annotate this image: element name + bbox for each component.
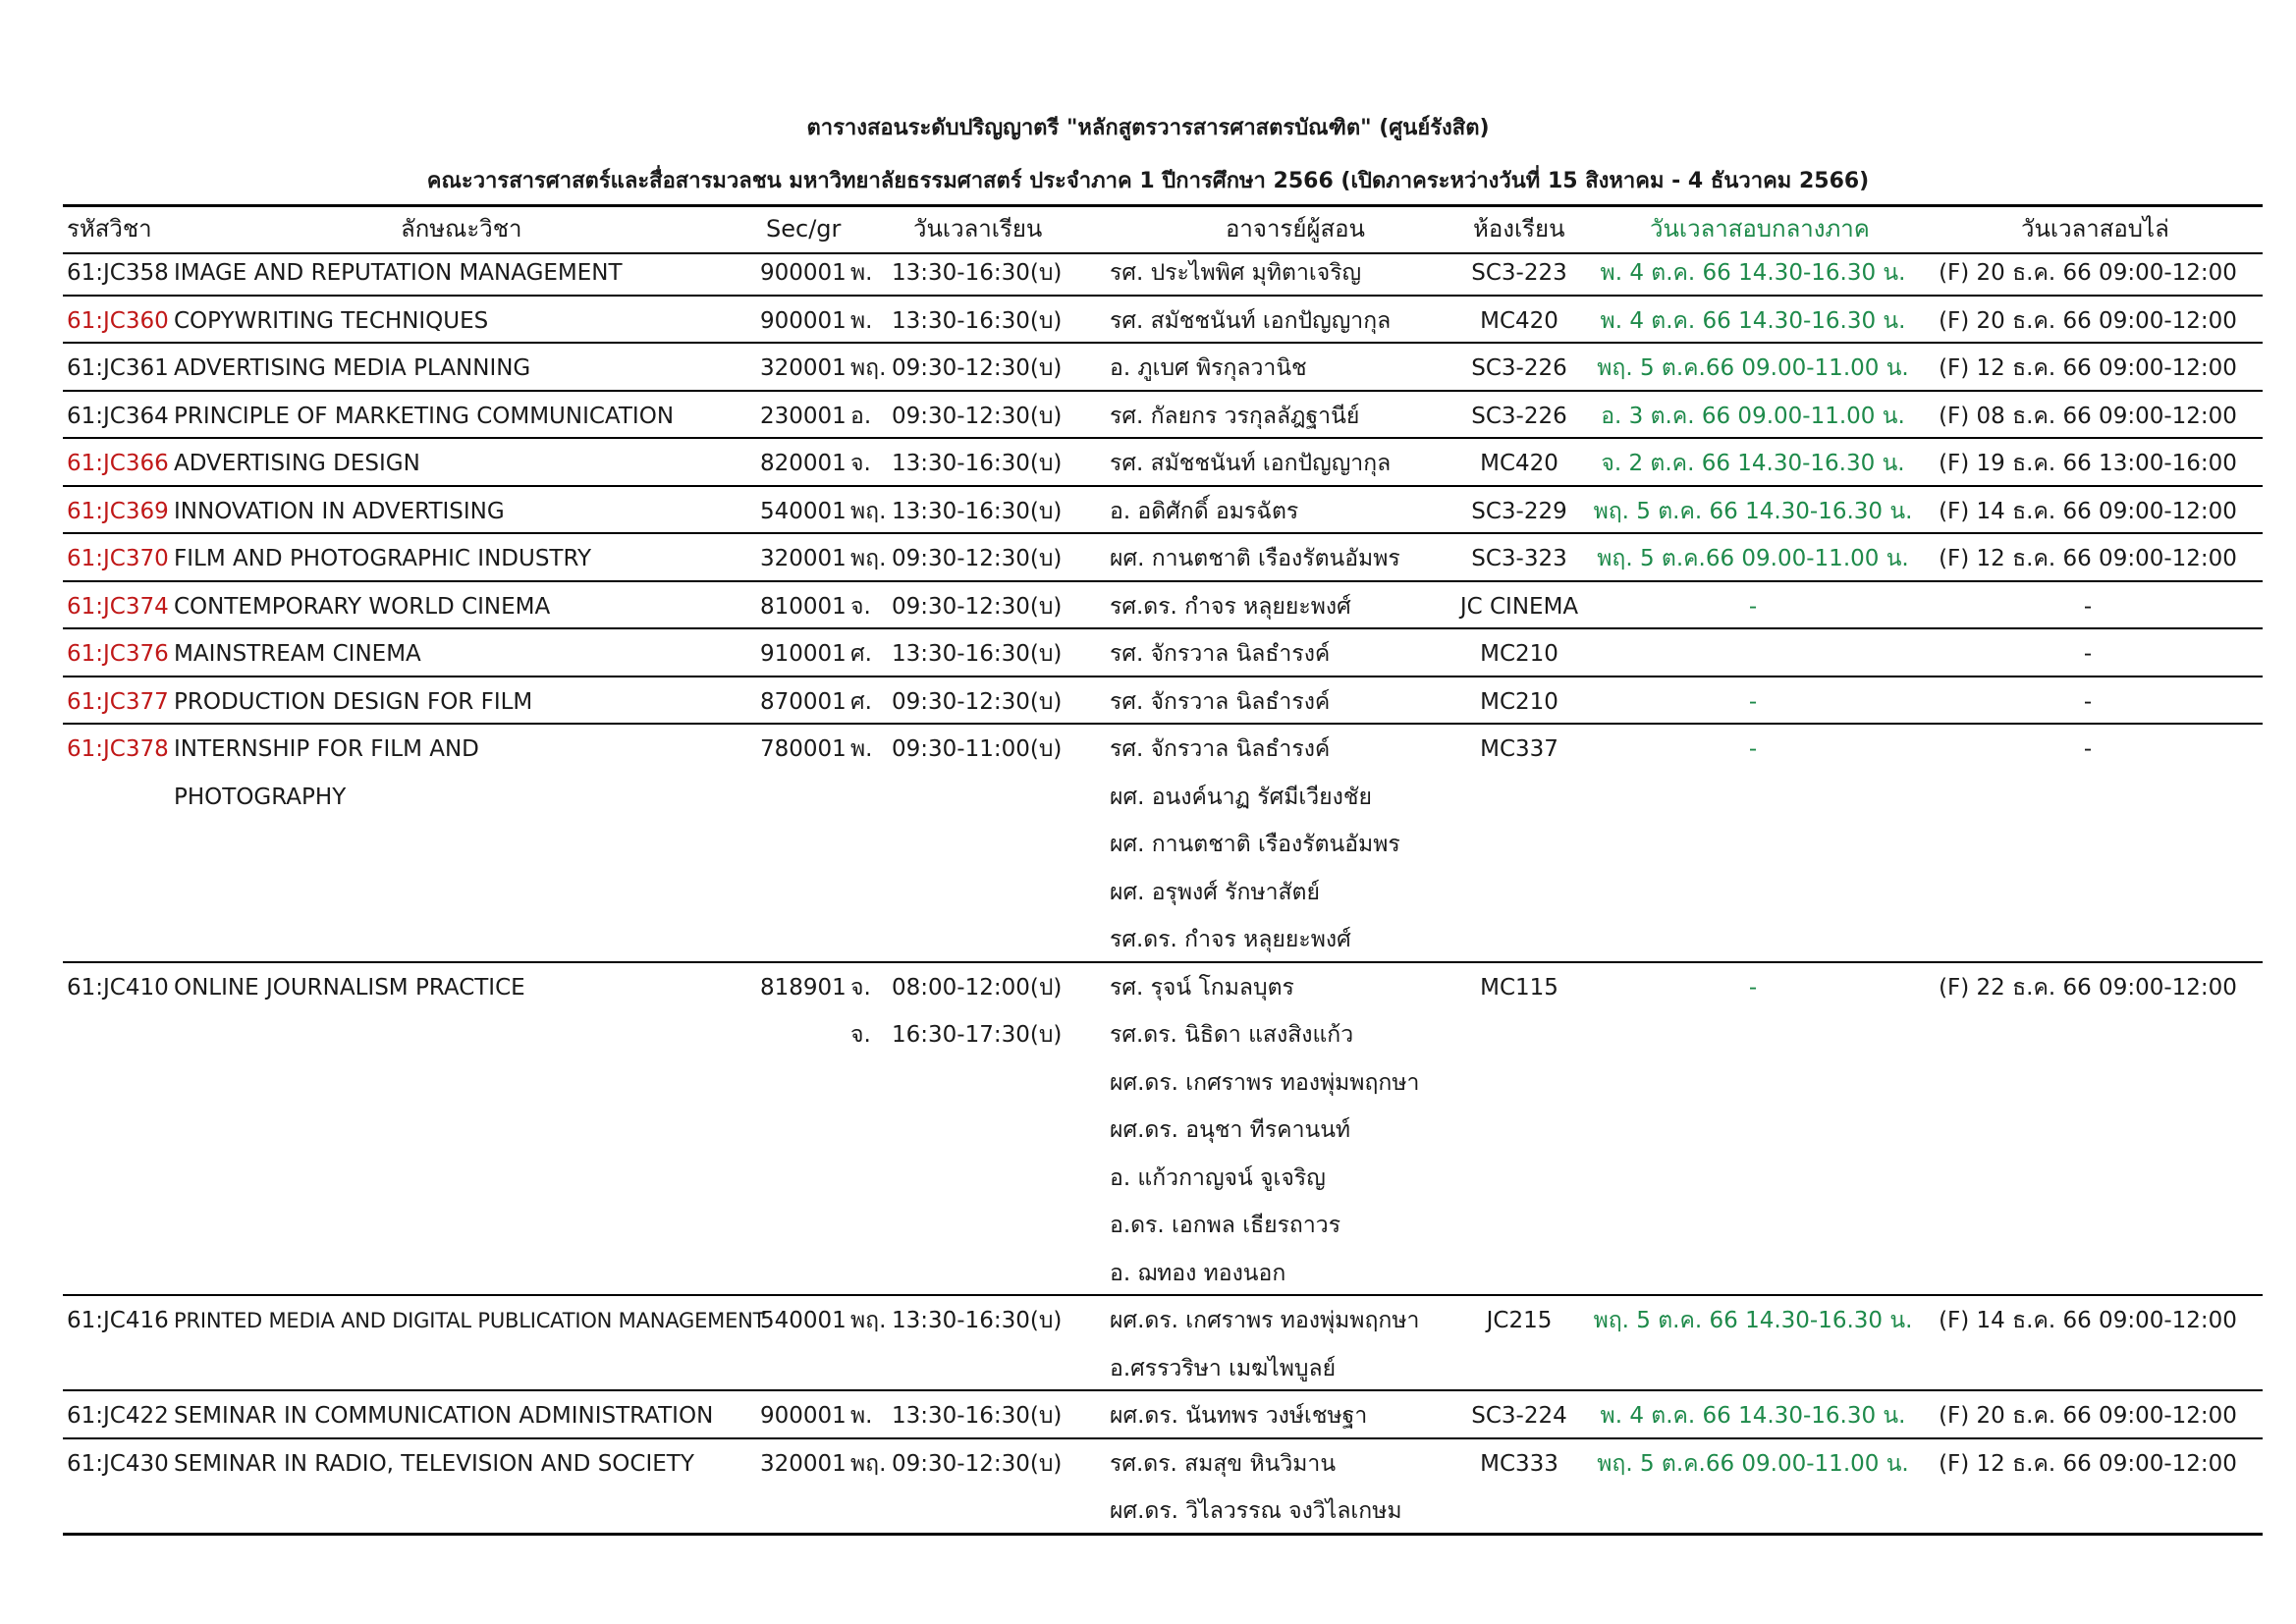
final-exam: (F) 22 ธ.ค. 66 09:00-12:00 (1939, 974, 2237, 1001)
section-number: 320001 (760, 1450, 847, 1477)
class-day: พฤ. (850, 1450, 887, 1477)
room: MC420 (1480, 451, 1558, 476)
class-day: จ. (850, 451, 871, 476)
section-number: 540001 (760, 498, 847, 524)
midterm-exam: พฤ. 5 ต.ค.66 09.00-11.00 น. (1597, 1450, 1909, 1477)
instructor-name: ผศ.ดร. อนุชา ทีรคานนท์ (1110, 1117, 1351, 1143)
midterm-exam: - (1748, 688, 1758, 715)
final-exam: (F) 19 ธ.ค. 66 13:00-16:00 (1939, 451, 2237, 476)
table-rule (63, 204, 2263, 207)
course-code: 61:JC410 (67, 974, 169, 1001)
class-time: 09:30-12:30(บ) (892, 546, 1063, 571)
section-number: 818901 (760, 974, 847, 1001)
class-time: 09:30-12:30(บ) (892, 403, 1063, 429)
instructor-name: รศ. สมัชชนันท์ เอกปัญญากุล (1110, 307, 1392, 334)
class-time: 13:30-16:30(บ) (892, 260, 1063, 286)
room: SC3-226 (1471, 403, 1567, 429)
instructor-name: ผศ. กานตชาติ เรืองรัตนอัมพร (1110, 832, 1400, 857)
class-day: จ. (850, 593, 871, 620)
instructor-name: ผศ. กานตชาติ เรืองรัตนอัมพร (1110, 546, 1400, 571)
midterm-exam: อ. 3 ต.ค. 66 09.00-11.00 น. (1601, 403, 1905, 429)
class-time: 09:30-12:30(บ) (892, 593, 1063, 620)
page-subtitle: คณะวารสารศาสตร์และสื่อสารมวลชน มหาวิทยาลัยธรรมศาสตร์ ประจำภาค 1 ปีการศึกษา 2566 (เปิดภาคระหว่างวันที่ 15 สิงหาคม - 4 ธันวาคม 2566) (426, 169, 1870, 193)
instructor-name: รศ. สมัชชนันท์ เอกปัญญากุล (1110, 451, 1392, 476)
room: MC210 (1480, 641, 1558, 667)
instructor-name: อ. ฌทอง ทองนอก (1110, 1260, 1286, 1286)
section-number: 910001 (760, 641, 847, 667)
class-time: 13:30-16:30(บ) (892, 1308, 1063, 1333)
course-name: INTERNSHIP FOR FILM AND (174, 736, 479, 762)
instructor-name: รศ. กัลยกร วรกุลลัฎฐานีย์ (1110, 403, 1360, 429)
instructor-name: อ. ภูเบศ พิรกุลวานิช (1110, 355, 1307, 381)
final-exam: - (2083, 641, 2093, 667)
course-code: 61:JC361 (67, 355, 169, 381)
table-rule (63, 1533, 2263, 1536)
instructor-name: รศ. จักรวาล นิลธำรงค์ (1110, 688, 1331, 715)
section-number: 780001 (760, 736, 847, 762)
class-time: 13:30-16:30(บ) (892, 641, 1063, 667)
table-rule (63, 532, 2263, 534)
instructor-name: ผศ.ดร. วิไลวรรณ จงวิไลเกษม (1110, 1498, 1402, 1524)
midterm-exam: พฤ. 5 ต.ค.66 09.00-11.00 น. (1597, 355, 1909, 381)
course-name: IMAGE AND REPUTATION MANAGEMENT (174, 260, 623, 286)
instructor-name: รศ.ดร. สมสุข หินวิมาน (1110, 1450, 1337, 1477)
instructor-name: รศ.ดร. กำจร หลุยยะพงศ์ (1110, 593, 1351, 620)
table-rule (63, 295, 2263, 297)
course-name: PRINTED MEDIA AND DIGITAL PUBLICATION MANAGEMENT (174, 1309, 766, 1332)
course-code: 61:JC422 (67, 1403, 169, 1429)
room: SC3-223 (1471, 260, 1567, 286)
course-name: SEMINAR IN RADIO, TELEVISION AND SOCIETY (174, 1450, 694, 1477)
room: JC215 (1486, 1308, 1553, 1333)
course-code: 61:JC370 (67, 546, 169, 571)
class-day: อ. (850, 403, 872, 429)
room: SC3-226 (1471, 355, 1567, 381)
instructor-name: รศ. จักรวาล นิลธำรงค์ (1110, 641, 1331, 667)
final-exam: (F) 12 ธ.ค. 66 09:00-12:00 (1939, 355, 2237, 381)
class-day: จ. (850, 1022, 871, 1048)
course-code: 61:JC377 (67, 688, 169, 715)
course-name: CONTEMPORARY WORLD CINEMA (174, 593, 551, 620)
table-rule (63, 1389, 2263, 1391)
room: MC210 (1480, 688, 1558, 715)
section-number: 900001 (760, 260, 847, 286)
class-day: พ. (850, 307, 873, 334)
class-day: ศ. (850, 641, 872, 667)
class-day: พฤ. (850, 1308, 887, 1333)
header-time: วันเวลาเรียน (913, 215, 1043, 243)
table-rule (63, 1437, 2263, 1439)
room: SC3-323 (1471, 546, 1567, 571)
header-room: ห้องเรียน (1473, 215, 1565, 243)
instructor-name: ผศ.ดร. เกศราพร ทองพุ่มพฤกษา (1110, 1069, 1420, 1096)
section-number: 900001 (760, 307, 847, 334)
room: MC337 (1480, 736, 1558, 762)
midterm-exam: จ. 2 ต.ค. 66 14.30-16.30 น. (1601, 451, 1905, 476)
class-day: พฤ. (850, 546, 887, 571)
section-number: 810001 (760, 593, 847, 620)
midterm-exam: - (1748, 593, 1758, 620)
class-day: พฤ. (850, 498, 887, 524)
header-instructor: อาจารย์ผู้สอน (1226, 215, 1365, 243)
table-rule (63, 485, 2263, 487)
instructor-name: อ.ศรรวริษา เมฆไพบูลย์ (1110, 1355, 1337, 1381)
course-name: PRODUCTION DESIGN FOR FILM (174, 688, 533, 715)
table-rule (63, 723, 2263, 725)
midterm-exam: พ. 4 ต.ค. 66 14.30-16.30 น. (1600, 260, 1906, 286)
class-day: พฤ. (850, 355, 887, 381)
room: MC115 (1480, 974, 1558, 1001)
course-code: 61:JC358 (67, 260, 169, 286)
instructor-name: รศ.ดร. นิธิดา แสงสิงแก้ว (1110, 1022, 1354, 1048)
section-number: 820001 (760, 451, 847, 476)
instructor-name: รศ. รุจน์ โกมลบุตร (1110, 974, 1294, 1001)
room: SC3-229 (1471, 498, 1567, 524)
instructor-name: รศ.ดร. กำจร หลุยยะพงศ์ (1110, 927, 1351, 952)
course-name: ADVERTISING DESIGN (174, 451, 420, 476)
instructor-name: อ.ดร. เอกพล เธียรถาวร (1110, 1213, 1341, 1238)
course-code: 61:JC360 (67, 307, 169, 334)
instructor-name: ผศ.ดร. เกศราพร ทองพุ่มพฤกษา (1110, 1308, 1420, 1333)
course-name: ONLINE JOURNALISM PRACTICE (174, 974, 525, 1001)
table-rule (63, 252, 2263, 254)
course-name: MAINSTREAM CINEMA (174, 641, 421, 667)
header-code: รหัสวิชา (67, 215, 152, 243)
table-rule (63, 437, 2263, 439)
instructor-name: ผศ. อนงค์นาฏ รัศมีเวียงชัย (1110, 784, 1372, 810)
class-time: 13:30-16:30(บ) (892, 498, 1063, 524)
class-day: พ. (850, 1403, 873, 1429)
class-time: 16:30-17:30(บ) (892, 1022, 1063, 1048)
class-day: พ. (850, 260, 873, 286)
table-rule (63, 580, 2263, 582)
header-final: วันเวลาสอบไล่ (2021, 215, 2169, 243)
header-name: ลักษณะวิชา (401, 215, 522, 243)
section-number: 870001 (760, 688, 847, 715)
final-exam: (F) 14 ธ.ค. 66 09:00-12:00 (1939, 1308, 2237, 1333)
course-name: PHOTOGRAPHY (174, 784, 347, 810)
course-name: PRINCIPLE OF MARKETING COMMUNICATION (174, 403, 675, 429)
course-name: FILM AND PHOTOGRAPHIC INDUSTRY (174, 546, 592, 571)
class-time: 09:30-12:30(บ) (892, 1450, 1063, 1477)
midterm-exam: พฤ. 5 ต.ค. 66 14.30-16.30 น. (1593, 1308, 1913, 1333)
course-code: 61:JC374 (67, 593, 169, 620)
final-exam: (F) 12 ธ.ค. 66 09:00-12:00 (1939, 546, 2237, 571)
final-exam: (F) 20 ธ.ค. 66 09:00-12:00 (1939, 1403, 2237, 1429)
section-number: 540001 (760, 1308, 847, 1333)
course-name: SEMINAR IN COMMUNICATION ADMINISTRATION (174, 1403, 714, 1429)
room: SC3-224 (1471, 1403, 1567, 1429)
course-code: 61:JC376 (67, 641, 169, 667)
section-number: 900001 (760, 1403, 847, 1429)
section-number: 320001 (760, 355, 847, 381)
table-rule (63, 627, 2263, 629)
class-time: 09:30-12:30(บ) (892, 688, 1063, 715)
course-code: 61:JC366 (67, 451, 169, 476)
room: MC420 (1480, 307, 1558, 334)
final-exam: - (2083, 688, 2093, 715)
instructor-name: ผศ. อรุพงศ์ รักษาสัตย์ (1110, 879, 1320, 905)
class-day: พ. (850, 736, 873, 762)
course-name: INNOVATION IN ADVERTISING (174, 498, 505, 524)
final-exam: (F) 20 ธ.ค. 66 09:00-12:00 (1939, 307, 2237, 334)
section-number: 320001 (760, 546, 847, 571)
midterm-exam: พ. 4 ต.ค. 66 14.30-16.30 น. (1600, 307, 1906, 334)
instructor-name: ผศ.ดร. นันทพร วงษ์เชษฐา (1110, 1403, 1368, 1429)
final-exam: - (2083, 736, 2093, 762)
course-name: COPYWRITING TECHNIQUES (174, 307, 489, 334)
course-code: 61:JC369 (67, 498, 169, 524)
final-exam: (F) 14 ธ.ค. 66 09:00-12:00 (1939, 498, 2237, 524)
class-time: 09:30-11:00(บ) (892, 736, 1063, 762)
header-sec: Sec/gr (766, 215, 842, 243)
course-code: 61:JC430 (67, 1450, 169, 1477)
midterm-exam: - (1748, 974, 1758, 1001)
table-rule (63, 961, 2263, 963)
final-exam: (F) 20 ธ.ค. 66 09:00-12:00 (1939, 260, 2237, 286)
table-rule (63, 390, 2263, 392)
course-code: 61:JC364 (67, 403, 169, 429)
instructor-name: อ. อดิศักดิ์ อมรฉัตร (1110, 498, 1299, 524)
course-code: 61:JC416 (67, 1308, 169, 1333)
midterm-exam: - (1748, 736, 1758, 762)
instructor-name: อ. แก้วกาญจน์ จูเจริญ (1110, 1164, 1326, 1191)
class-time: 08:00-12:00(ป) (892, 974, 1063, 1001)
midterm-exam: พ. 4 ต.ค. 66 14.30-16.30 น. (1600, 1403, 1906, 1429)
class-time: 13:30-16:30(บ) (892, 1403, 1063, 1429)
class-time: 13:30-16:30(บ) (892, 451, 1063, 476)
room: MC333 (1480, 1450, 1558, 1477)
header-midterm: วันเวลาสอบกลางภาค (1650, 215, 1870, 243)
final-exam: (F) 08 ธ.ค. 66 09:00-12:00 (1939, 403, 2237, 429)
instructor-name: รศ. จักรวาล นิลธำรงค์ (1110, 736, 1331, 762)
final-exam: - (2083, 593, 2093, 620)
table-rule (63, 1294, 2263, 1296)
table-rule (63, 676, 2263, 677)
final-exam: (F) 12 ธ.ค. 66 09:00-12:00 (1939, 1450, 2237, 1477)
midterm-exam: พฤ. 5 ต.ค. 66 14.30-16.30 น. (1593, 498, 1913, 524)
instructor-name: รศ. ประไพพิศ มุทิตาเจริญ (1110, 260, 1362, 286)
class-day: ศ. (850, 688, 872, 715)
course-name: ADVERTISING MEDIA PLANNING (174, 355, 531, 381)
table-rule (63, 342, 2263, 344)
section-number: 230001 (760, 403, 847, 429)
page-title: ตารางสอนระดับปริญญาตรี "หลักสูตรวารสารศาสตรบัณฑิต" (ศูนย์รังสิต) (806, 116, 1490, 140)
room: JC CINEMA (1459, 593, 1579, 620)
course-code: 61:JC378 (67, 736, 169, 762)
midterm-exam: พฤ. 5 ต.ค.66 09.00-11.00 น. (1597, 546, 1909, 571)
class-time: 09:30-12:30(บ) (892, 355, 1063, 381)
class-day: จ. (850, 974, 871, 1001)
class-time: 13:30-16:30(บ) (892, 307, 1063, 334)
